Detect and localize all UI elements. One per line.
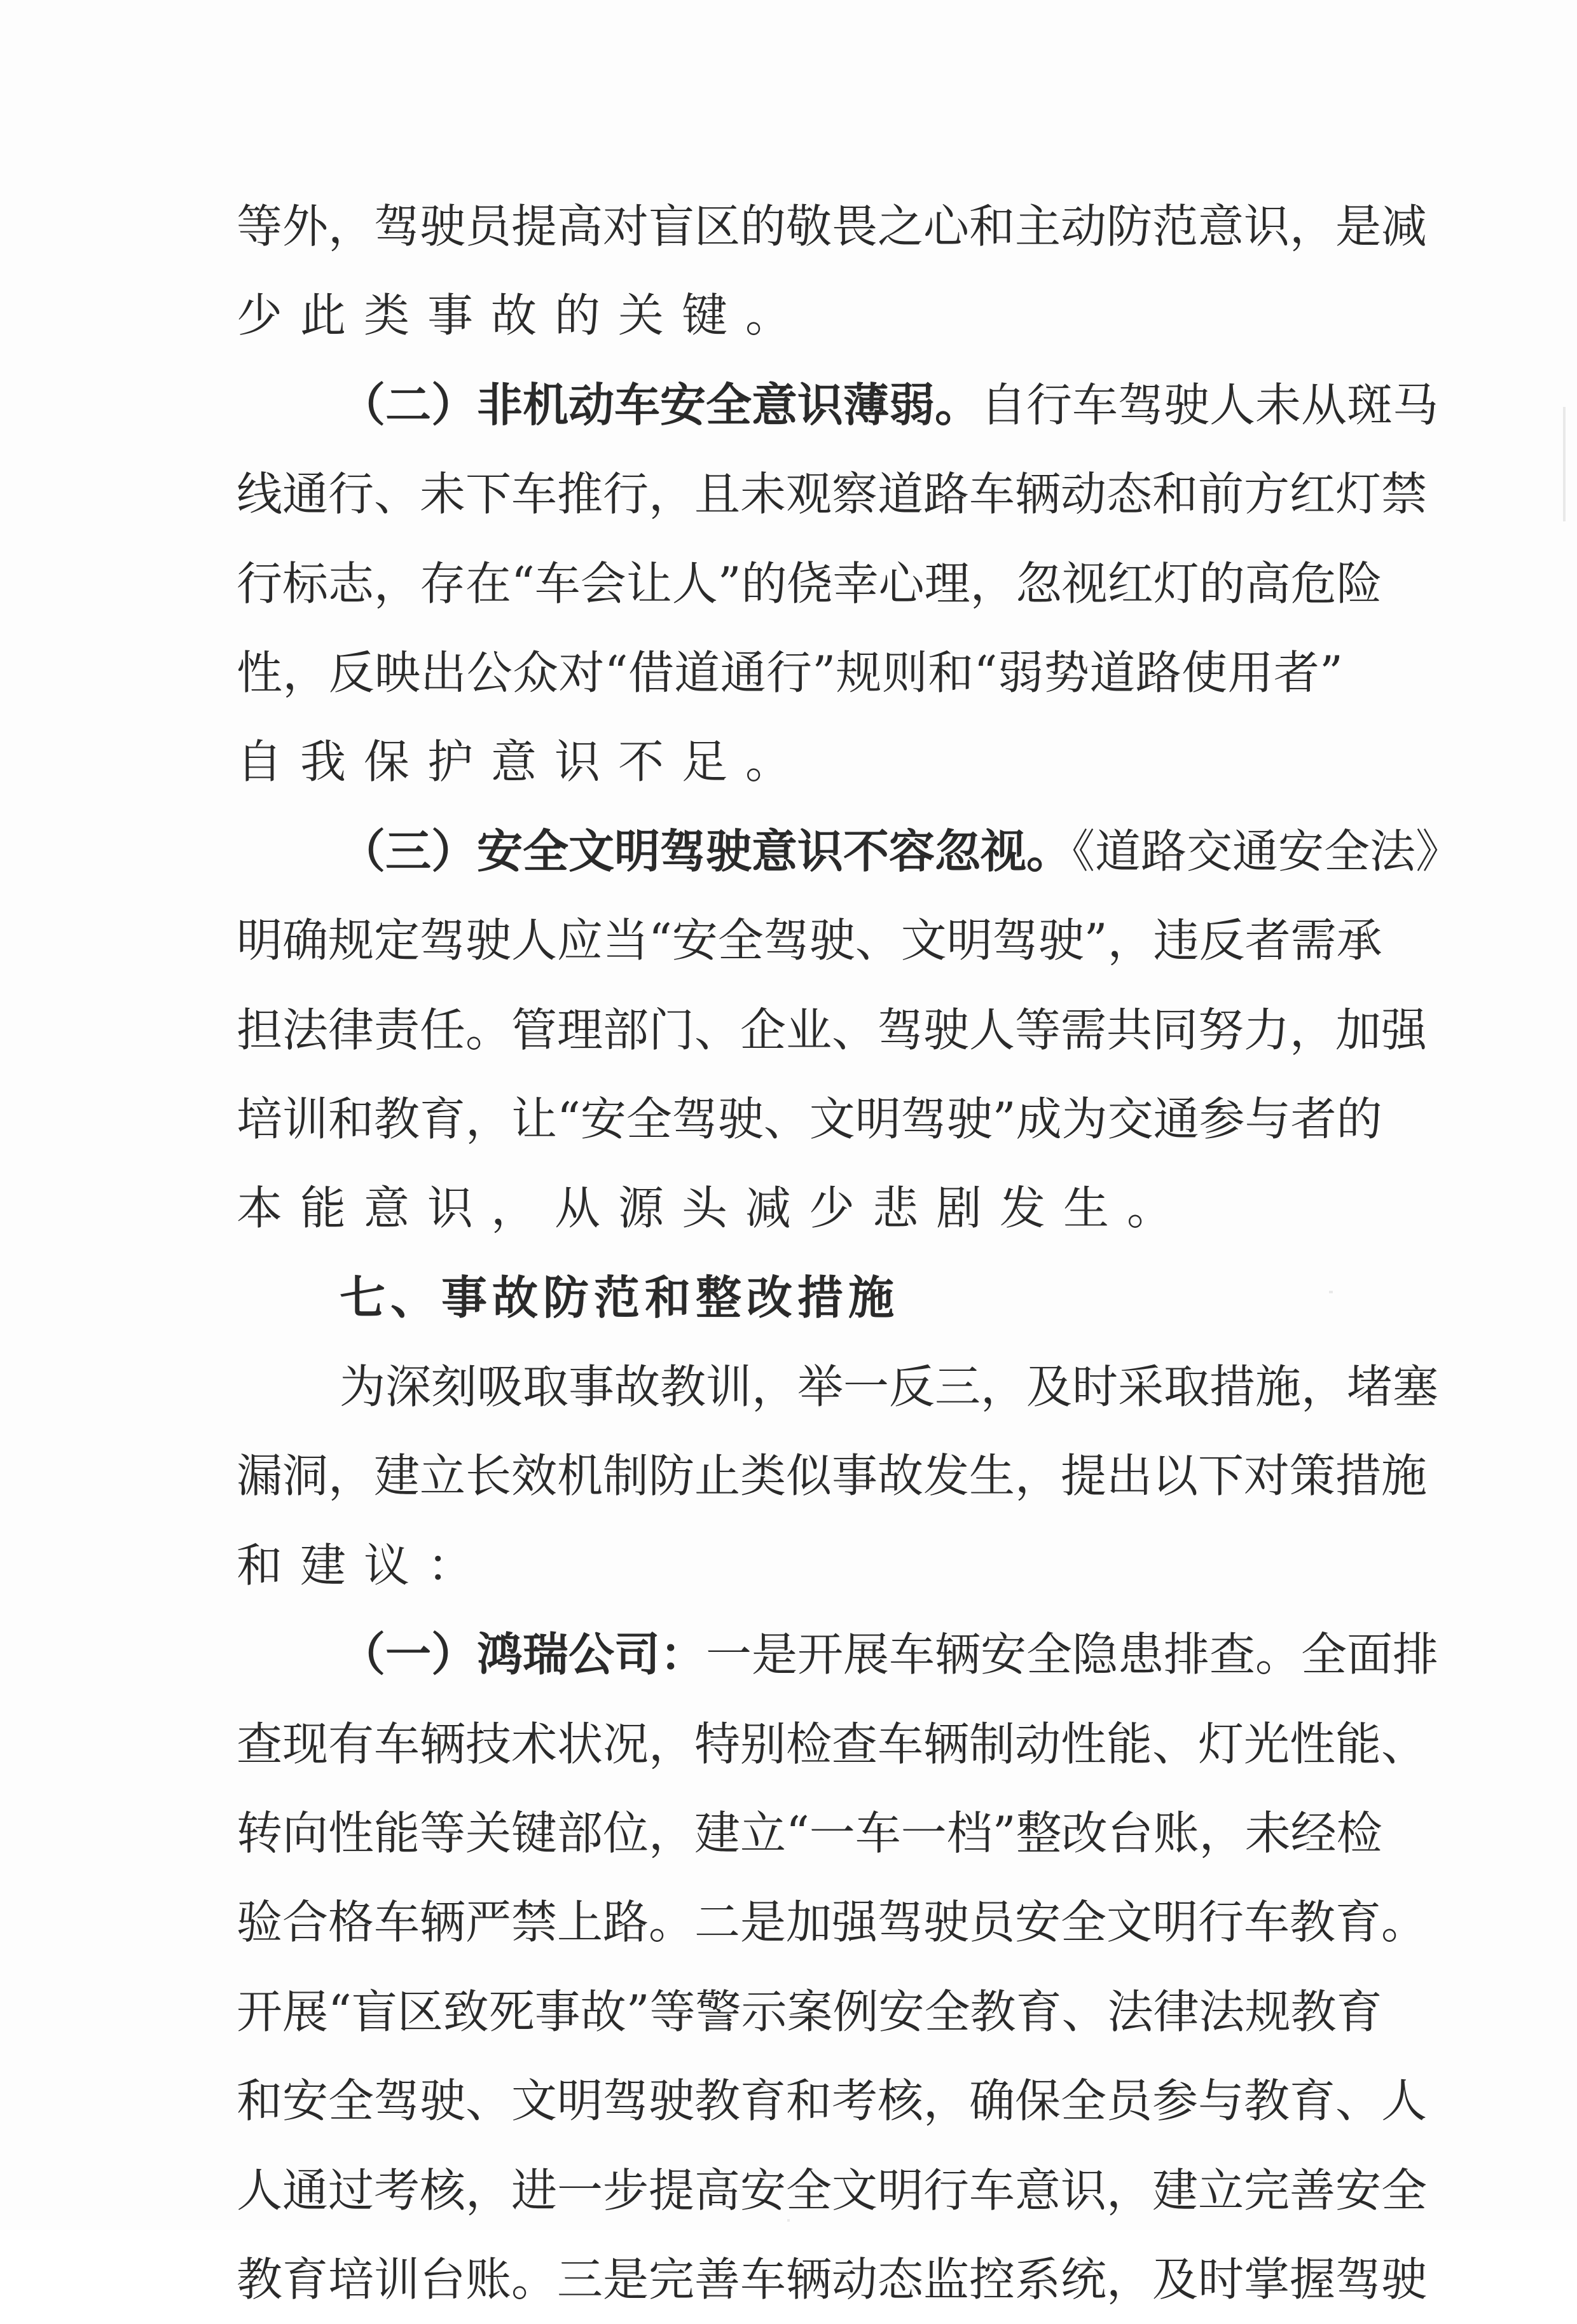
paragraph-line: 少此类事故的关键。 — [237, 289, 809, 343]
paragraph-line: 本能意识，从源头减少悲剧发生。 — [237, 1181, 1191, 1235]
section-heading: 七、事故防范和整改措施 — [340, 1270, 900, 1324]
paragraph-line: 担法律责任。管理部门、企业、驾驶人等需共同努力，加强 — [237, 1003, 1428, 1057]
paragraph-line: 明确规定驾驶人应当“安全驾驶、文明驾驶”，违反者需承 — [237, 914, 1382, 968]
paragraph-line: 为深刻吸取事故教训，举一反三，及时采取措施，堵塞 — [340, 1360, 1439, 1414]
paragraph-line: 性，反映出公众对“借道通行”规则和“弱势道路使用者” — [237, 645, 1343, 699]
paragraph-line — [237, 807, 1462, 896]
scan-artifact — [1563, 407, 1566, 521]
subheading-inline: （二）非机动车安全意识薄弱。 — [340, 378, 981, 432]
paragraph-line: 开展“盲区致死事故”等警示案例安全教育、法律法规教育 — [237, 1984, 1382, 2039]
paragraph-text: 自行车驾驶人未从斑马 — [981, 378, 1439, 432]
subheading-inline: （一）鸿瑞公司： — [340, 1628, 706, 1682]
paragraph-line: 培训和教育，让“安全驾驶、文明驾驶”成为交通参与者的 — [237, 1092, 1382, 1146]
subheading-inline: （三）安全文明驾驶意识不容忽视。 — [340, 824, 1073, 878]
paragraph-line — [237, 1610, 1439, 1699]
paragraph-text: 一是开展车辆安全隐患排查。全面排 — [706, 1628, 1439, 1682]
paragraph-line: 转向性能等关键部位，建立“一车一档”整改台账，未经检 — [237, 1806, 1382, 1860]
paragraph-line: 人通过考核，进一步提高安全文明行车意识，建立完善安全 — [237, 2163, 1428, 2217]
scan-artifact — [1329, 1291, 1333, 1293]
paragraph-line: 教育培训台账。三是完善车辆动态监控系统，及时掌握驾驶 — [237, 2252, 1428, 2306]
paragraph-line: 漏洞，建立长效机制防止类似事故发生，提出以下对策措施 — [237, 1449, 1428, 1503]
paragraph-line — [237, 361, 1439, 450]
paragraph-line: 线通行、未下车推行，且未观察道路车辆动态和前方红灯禁 — [237, 467, 1428, 521]
paragraph-line: 自我保护意识不足。 — [237, 735, 809, 789]
paragraph-line: 和建议： — [237, 1538, 492, 1592]
paragraph-line: 行标志，存在“车会让人”的侥幸心理，忽视红灯的高危险 — [237, 556, 1382, 610]
document-body — [237, 182, 1462, 2324]
paragraph-line: 等外，驾驶员提高对盲区的敬畏之心和主动防范意识，是减 — [237, 200, 1428, 253]
paragraph-line: 和安全驾驶、文明驾驶教育和考核，确保全员参与教育、人 — [237, 2074, 1428, 2128]
scan-artifact — [787, 2219, 790, 2222]
paragraph-line: 查现有车辆技术状况，特别检查车辆制动性能、灯光性能、 — [237, 1717, 1428, 1771]
paragraph-line: 验合格车辆严禁上路。二是加强驾驶员安全文明行车教育。 — [237, 1895, 1428, 1949]
paragraph-text: 《道路交通安全法》 — [1072, 824, 1462, 878]
